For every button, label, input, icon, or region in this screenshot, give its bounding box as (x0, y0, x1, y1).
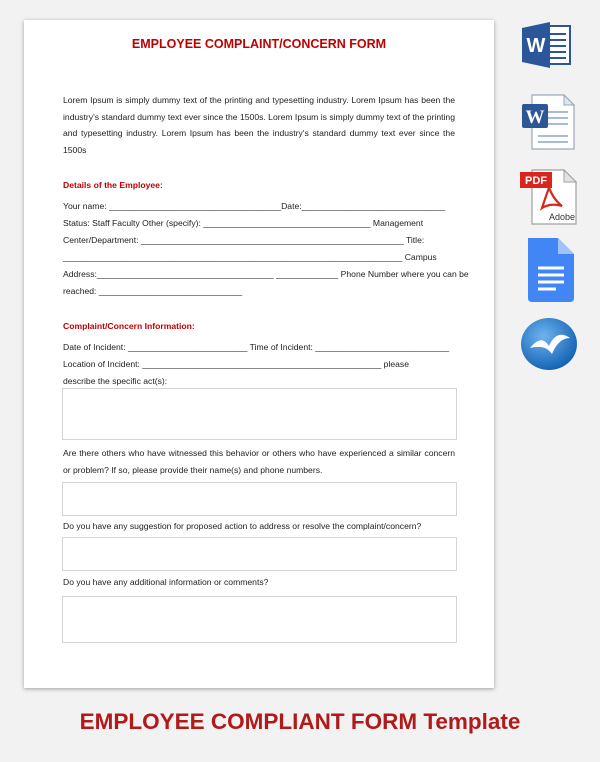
witness-answer-box[interactable] (62, 482, 457, 516)
witness-question: Are there others who have witnessed this behavior or others who have experienced a similar concern or problem? If so, please provide their name(s) and phone numbers. (63, 448, 455, 475)
intro-line: text of the printing and typesetting industry. Lorem Ipsum has been the industry's standard (63, 111, 455, 138)
describe-act-label: describe the specific act(s): (63, 376, 168, 386)
page-caption: EMPLOYEE COMPLIANT FORM Template (79, 709, 521, 734)
additional-info-box[interactable] (62, 596, 457, 643)
form-document (24, 20, 494, 688)
suggestion-question: Do you have any suggestion for proposed action to address or resolve the complaint/concern? (63, 521, 422, 531)
adobe-label: Adobe (548, 212, 576, 222)
incident-location-field[interactable]: Location of Incident: __________________________________________________ please (63, 359, 409, 369)
word-doc-letter: W (525, 107, 545, 128)
ms-word-icon[interactable] (518, 20, 578, 75)
your-name-date-field[interactable]: Your name: ____________________________________Date:______________________________ (63, 201, 446, 211)
form-title: EMPLOYEE COMPLAINT/CONCERN FORM (131, 37, 387, 51)
title-campus-field[interactable]: _______________________________________________________________________ Campus (63, 252, 437, 262)
employee-section-heading: Details of the Employee: (63, 180, 163, 190)
intro-line: Lorem Ipsum is simply dummy text of the printing and typesetting industry. Lorem Ipsum has (63, 95, 419, 105)
center-department-field[interactable]: Center/Department: _______________________________________________________ Title: (63, 235, 425, 245)
intro-paragraph (63, 92, 455, 158)
pdf-label: PDF (525, 175, 547, 187)
intro-line: been the industry's standard dummy text ever since the 1500s. Lorem Ipsum is simply dummy (63, 95, 455, 122)
pdf-icon[interactable] (518, 168, 580, 231)
openoffice-icon[interactable] (518, 316, 580, 377)
status-field[interactable]: Status: Staff Faculty Other (specify): ___________________________________ Management (63, 218, 424, 228)
google-docs-icon[interactable] (518, 236, 578, 309)
word-doc-icon[interactable] (518, 92, 578, 157)
reached-field[interactable]: reached: ______________________________ (63, 286, 243, 296)
intro-line: dummy text ever since the 1500s (63, 128, 455, 155)
additional-info-question: Do you have any additional information or comments? (63, 577, 269, 587)
act-description-box[interactable] (62, 388, 457, 440)
address-phone-field[interactable]: Address:_____________________________________ _____________ Phone Number where you can be (63, 269, 469, 279)
incident-date-time-field[interactable]: Date of Incident: _________________________ Time of Incident: ____________________________ (63, 342, 450, 352)
complaint-section-heading: Complaint/Concern Information: (63, 321, 195, 331)
word-letter: W (526, 35, 546, 57)
suggestion-answer-box[interactable] (62, 537, 457, 571)
